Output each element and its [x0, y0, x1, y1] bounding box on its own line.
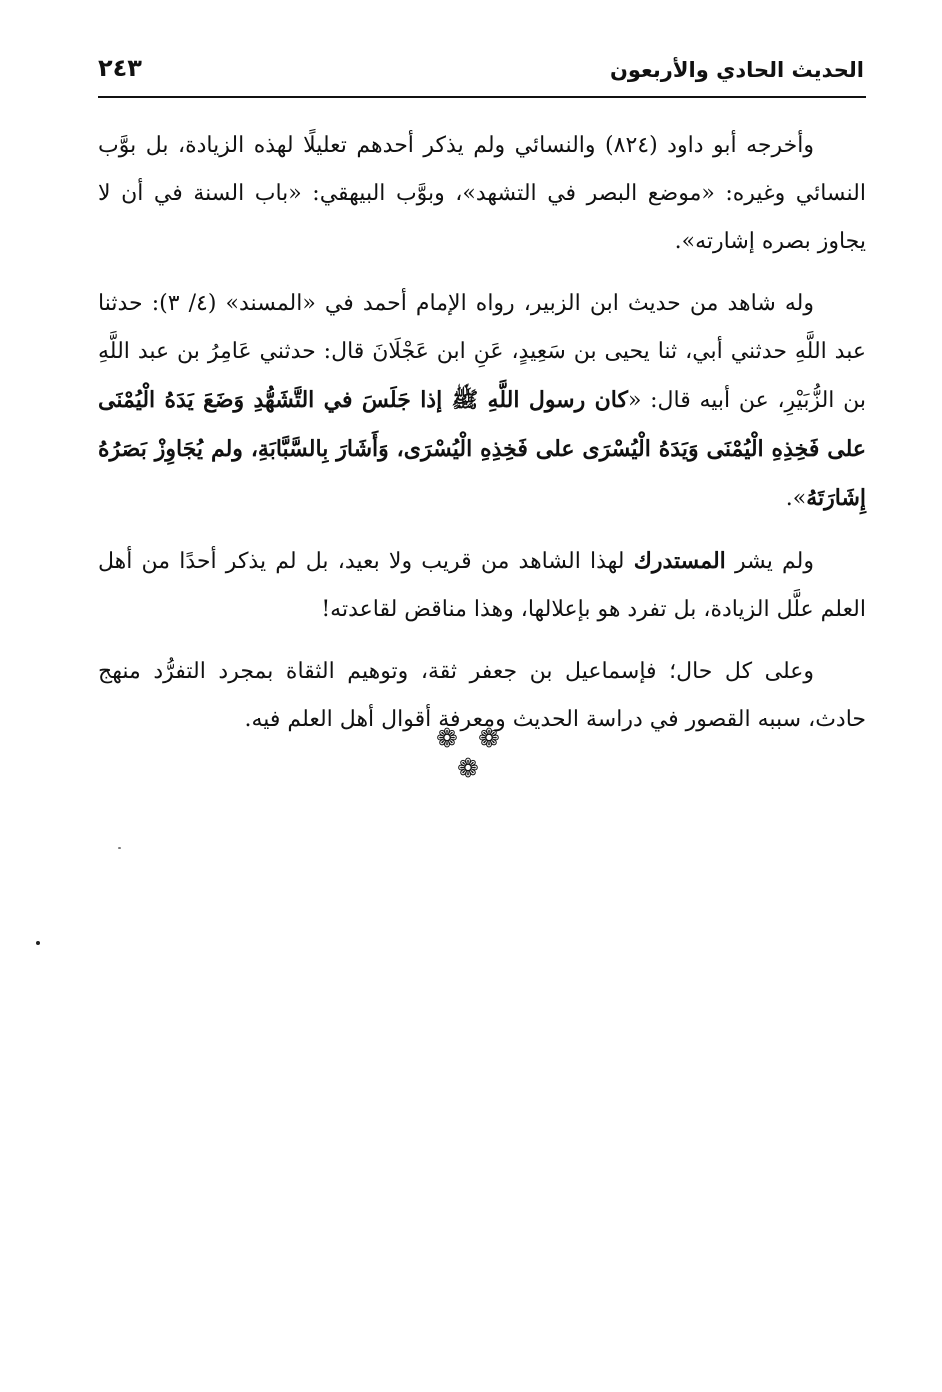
paragraph-3 [98, 537, 866, 634]
running-header [98, 52, 864, 94]
paragraph-4: وعلى كل حال؛ فإسماعيل بن جعفر ثقة، وتوهيم الثقاة بمجرد التفرُّد منهج حادث، سببه القصور في دراسة الحديث ومعرفة أقوال أهل العلم فيه. [98, 659, 866, 732]
paragraph-1: وأخرجه أبو داود (٨٢٤) والنسائي ولم يذكر أحدهم تعليلًا لهذه الزيادة، بل بوَّب النسائي وغيره: «موضع البصر في التشهد»، وبوَّب البيهقي: «باب السنة في أن لا يجاوز بصره إشارته». [98, 133, 866, 254]
scan-speck [118, 847, 121, 849]
body-text [98, 122, 866, 744]
book-name-mustadrak: المستدرك [633, 548, 726, 574]
paragraph-3-rest: لهذا الشاهد من قريب ولا بعيد، بل لم يذكر أحدًا من أهل العلم علَّل الزيادة، بل تفرد هو بإعلالها، وهذا مناقض لقاعدته! [98, 549, 866, 622]
header-rule [98, 96, 866, 98]
paragraph-3-text: ولم يشر [725, 549, 815, 574]
section-end-ornament: ❁ ❁ ❁ [436, 724, 506, 784]
paragraph-2-text: وله شاهد من حديث ابن الزبير، رواه الإمام أحمد في «المسند» (٤/ ٣): حدثنا عبد اللَّهِ حدثني أبي، ثنا يحيى بن سَعِيدٍ، عَنِ ابن عَجْلَانَ قال: حدثني عَامِرُ بن عبد اللَّهِ بن الزُّبَيْرِ، عن أبيه قال: « [98, 291, 866, 413]
chapter-title: الحديث الحادي والأربعون [609, 58, 864, 82]
paragraph-2 [98, 280, 866, 523]
hadith-quote: كان رسول اللَّهِ ﷺ إذا جَلَسَ في التَّشَهُّدِ وَضَعَ يَدَهُ الْيُمْنَى على فَخِذِهِ الْيُمْنَى وَيَدَهُ الْيُسْرَى على فَخِذِهِ الْيُسْرَى، وَأَشَارَ بِالسَّبَّابَةِ، ولم يُجَاوِزْ بَصَرُهُ إِشَارَتَهُ [98, 387, 866, 511]
paragraph-2-closing: ». [785, 486, 807, 511]
scan-speck [36, 941, 40, 945]
page-number: ٢٤٣ [98, 54, 142, 82]
